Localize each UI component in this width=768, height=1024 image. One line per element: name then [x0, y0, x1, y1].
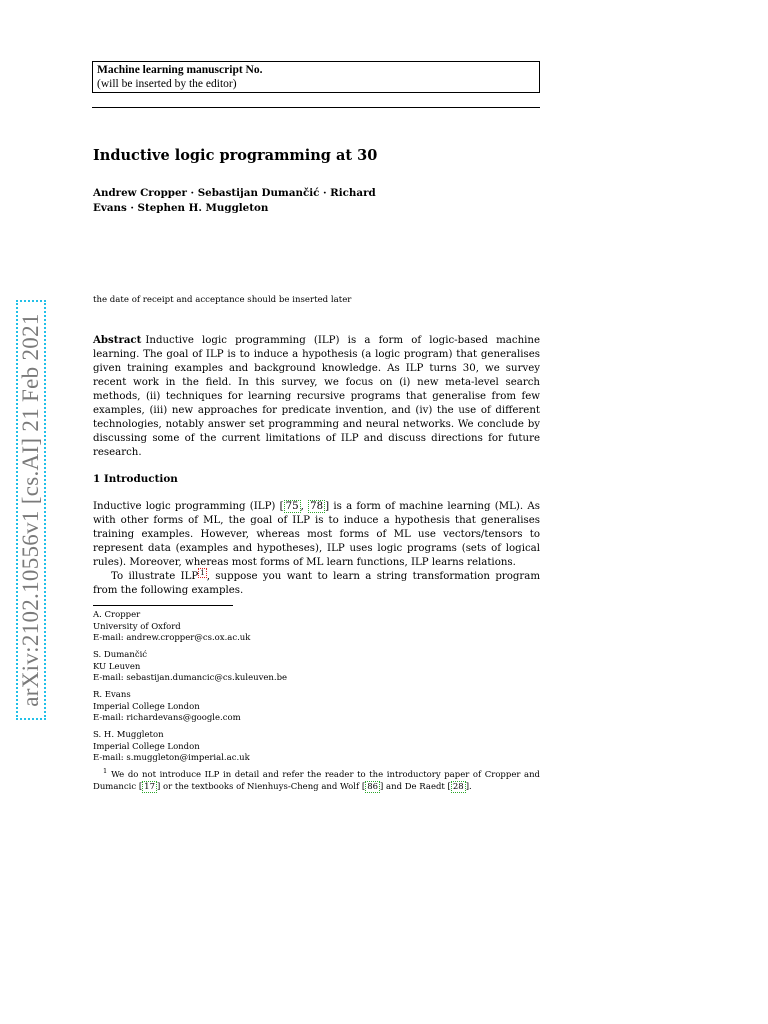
intro-p1-text-b: is a form of machine learning (ML). As with other forms of ML, the goal of ILP is to induce a hypothesis that generalises training examples. However, whereas most forms of ML use vectors/tensors to represent data (examples and hypotheses), ILP uses logic programs (sets of logical rules). Moreover, whereas most forms of ML learn functions, ILP learns relations. [93, 501, 540, 568]
intro-paragraph-1: Inductive logic programming (ILP) [ 75 , 78 ] is a form of machine learning (ML). As with other forms of ML, the goal of ILP is to induce a hypothesis that generalises training examples. However, whereas most forms of ML use vectors/tensors to represent data (examples and hypotheses), ILP uses logic programs (sets of logical rules). Moreover, whereas most forms of ML learn functions, ILP learns relations. [93, 501, 540, 568]
footnote-text-c: and De Raedt [383, 782, 448, 792]
intro-p1-text-a: Inductive logic programming (ILP) [93, 501, 280, 512]
header-rule [92, 107, 540, 108]
abstract [93, 333, 540, 460]
affiliation-block [93, 650, 393, 685]
affiliation-block [93, 610, 393, 645]
affiliation-institution: KU Leuven [93, 661, 141, 672]
affiliation-block [93, 730, 393, 765]
manuscript-number-label: Machine learning manuscript No. [97, 64, 263, 76]
affiliation-name: S. H. Muggleton [93, 730, 164, 740]
intro-p2-text-b: , suppose you want to learn a string transformation program from the following examples. [93, 571, 540, 596]
citation-link[interactable]: 28 [452, 782, 464, 792]
arxiv-identifier-stamp[interactable] [16, 300, 46, 720]
footnote-text-d: . [469, 782, 472, 792]
affiliation-email: E-mail: sebastijan.dumancic@cs.kuleuven.be [93, 673, 288, 683]
affiliation-institution: Imperial College London [93, 701, 200, 712]
citation-link[interactable]: 17 [144, 782, 155, 792]
intro-paragraph-2 [93, 570, 540, 598]
editor-note: (will be inserted by the editor) [97, 78, 237, 90]
footnote-1: $^1$ We do not introduce ILP in detail and refer the reader to the introductory paper of Cropper and Dumancic [ 17 ] or the textbooks of Nienhuys-Cheng and Wolf [ 86 ] and De Raedt [ 28 ]. [93, 767, 540, 792]
abstract-text: Inductive logic programming (ILP) is a form of logic-based machine learning. The goal of ILP is to induce a hypothesis (a logic program) that generalises given training examples and background knowledge. As ILP turns 30, we survey recent work in the field. In this survey, we focus on (i) new meta-level search methods, (ii) techniques for learning recursive programs that generalise from few examples, (iii) new approaches for predicate invention, and (iv) the use of different technologies, notably answer set programming and neural networks. We conclude by discussing some of the current limitations of ILP and discuss directions for future research. [93, 335, 540, 458]
citation-link[interactable]: 86 [367, 782, 379, 792]
footnote-text-a: We do not introduce ILP in detail and refer the reader to the introductory paper of Cropper and Dumancic [93, 770, 540, 792]
author-affiliations [93, 610, 393, 770]
footnote-mark: 1 [103, 767, 108, 776]
affiliation-name: A. Cropper [93, 610, 141, 620]
intro-p2-text-a: To illustrate ILP [111, 571, 199, 582]
arxiv-identifier-text: arXiv:2102.10556v1 [cs.AI] 21 Feb 2021 [18, 313, 43, 707]
affiliation-name: R. Evans [93, 690, 131, 700]
affiliation-email: E-mail: andrew.cropper@cs.ox.ac.uk [93, 633, 251, 643]
citation-link[interactable]: 78 [310, 501, 324, 512]
affiliation-email: E-mail: s.muggleton@imperial.ac.uk [93, 753, 250, 763]
manuscript-number-box [92, 61, 540, 93]
footnote-rule [93, 605, 233, 606]
footnote-text-b: or the textbooks of Nienhuys-Cheng and Wolf [160, 782, 362, 792]
section-heading-introduction: 1 Introduction [93, 473, 178, 485]
affiliation-institution: University of Oxford [93, 621, 181, 632]
author-list [93, 186, 383, 216]
paper-title: Inductive logic programming at 30 [93, 147, 378, 164]
abstract-label: Abstract [93, 334, 142, 346]
introduction-body [93, 500, 540, 598]
affiliation-institution: Imperial College London [93, 741, 200, 752]
affiliation-email: E-mail: richardevans@google.com [93, 713, 241, 723]
citation-link[interactable]: 75 [285, 501, 299, 512]
receipt-note: the date of receipt and acceptance should be inserted later [93, 295, 352, 305]
author-line-1: Andrew Cropper · Sebastijan Dumančić · Richard [93, 187, 376, 199]
affiliation-name: S. Dumančić [93, 650, 148, 660]
footnote-reference-link[interactable]: 1 [200, 568, 205, 577]
affiliation-block [93, 690, 393, 725]
author-line-2: Evans · Stephen H. Muggleton [93, 202, 269, 214]
